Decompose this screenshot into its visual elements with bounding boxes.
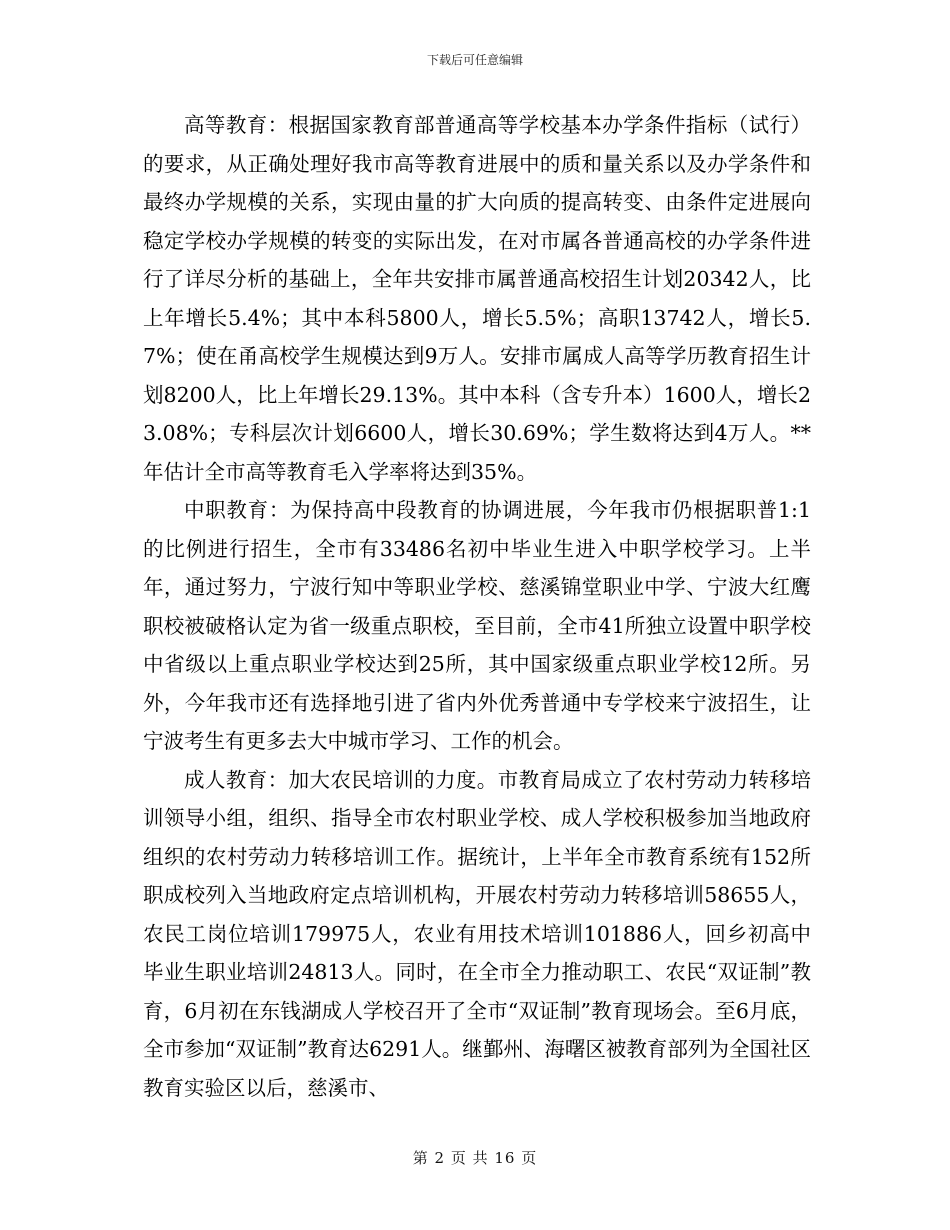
page-header-note: 下载后可任意编辑: [426, 53, 523, 67]
page-number-footer: 第 2 页 共 16 页: [412, 1149, 538, 1167]
paragraph-adult-education: 成人教育：加大农民培训的力度。市教育局成立了农村劳动力转移培训领导小组，组织、指导全市农村职业学校、成人学校积极参加当地政府组织的农村劳动力转移培训工作。据统计，上半年全市教育系统有152所职成校列入当地政府定点培训机构，开展农村劳动力转移培训58655人，农民工岗位培训179975人，农业有用技术培训101886人，回乡初高中毕业生职业培训24813人。同时，在全市全力推动职工、农民“双证制”教育，6月初在东钱湖成人学校召开了全市“双证制”教育现场会。至6月底，全市参加“双证制”教育达6291人。继鄞州、海曙区被教育部列为全国社区教育实验区以后，慈溪市、: [143, 767, 811, 1100]
document-body: [143, 106, 811, 1107]
paragraph-higher-education: 高等教育：根据国家教育部普通高等学校基本办学条件指标（试行）的要求，从正确处理好我市高等教育进展中的质和量关系以及办学条件和最终办学规模的关系，实现由量的扩大向质的提高转变、由条件定进展向稳定学校办学规模的转变的实际出发，在对市属各普通高校的办学条件进行了详尽分析的基础上，全年共安排市属普通高校招生计划20342人，比上年增长5.4%；其中本科5800人，增长5.5%；高职13742人，增长5.7%；使在甬高校学生规模达到9万人。安排市属成人高等学历教育招生计划8200人，比上年增长29.13%。其中本科（含专升本）1600人，增长23.08%；专科层次计划6600人，增长30.69%；学生数将达到4万人。**年估计全市高等教育毛入学率将达到35%。: [143, 113, 811, 484]
paragraph-vocational-education: 中职教育：为保持高中段教育的协调进展，今年我市仍根据职普1:1的比例进行招生，全市有33486名初中毕业生进入中职学校学习。上半年，通过努力，宁波行知中等职业学校、慈溪锦堂职业中学、宁波大红鹰职校被破格认定为省一级重点职校，至目前，全市41所独立设置中职学校中省级以上重点职业学校达到25所，其中国家级重点职业学校12所。另外，今年我市还有选择地引进了省内外优秀普通中专学校来宁波招生，让宁波考生有更多去大中城市学习、工作的机会。: [143, 498, 811, 753]
